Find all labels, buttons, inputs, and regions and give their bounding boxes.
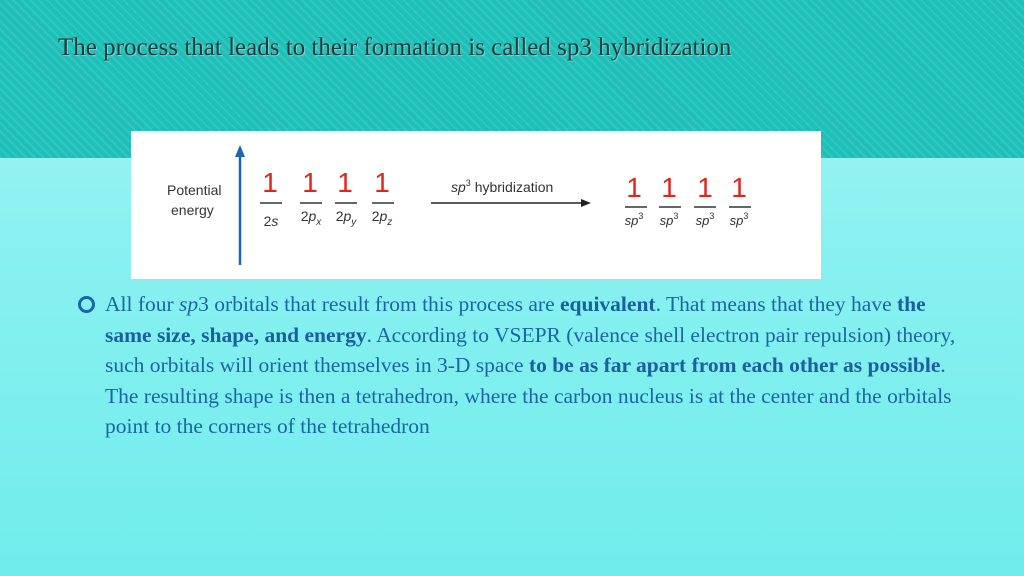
orbital-sp3-1 <box>625 172 647 228</box>
orbital-2py <box>335 167 357 228</box>
orbital-sp3-4 <box>729 172 751 228</box>
bullet-block <box>78 289 958 442</box>
axis-label-energy: energy <box>171 202 214 218</box>
hybridization-diagram <box>131 131 821 279</box>
text-run-bold: the same size, shape, and energy <box>105 292 926 347</box>
text-run: 3 orbitals that result from this process are <box>198 292 560 316</box>
bullet-circle-icon <box>78 296 95 313</box>
electron-arrow: 1 <box>697 172 713 203</box>
hybridization-arrow-label: $sp^3$ hybridization <box>451 178 554 195</box>
electron-arrow: 1 <box>731 172 747 203</box>
orbital-label-2pz: $2p_z$ <box>371 208 393 228</box>
electron-arrow: 1 <box>262 167 278 198</box>
text-run: . According to VSEPR (valence shell electron pair repulsion) theory, such orbitals will orient themselves in 3-D space <box>105 322 956 377</box>
axis-label-potential: Potential <box>167 182 222 198</box>
energy-axis-arrowhead <box>235 145 245 157</box>
energy-diagram-svg <box>131 131 821 279</box>
text-run: All four <box>105 292 180 316</box>
electron-arrow: 1 <box>302 167 318 198</box>
text-run-bold: to be as far apart from each other as possible <box>528 353 941 377</box>
orbital-label-2px: $2p_x$ <box>300 208 322 228</box>
electron-arrow: 1 <box>374 167 390 198</box>
orbital-2px <box>300 167 322 228</box>
electron-arrow: 1 <box>337 167 353 198</box>
orbital-2s <box>260 167 282 229</box>
orbital-label-sp3: $sp^3$ <box>659 211 679 228</box>
orbital-2pz <box>372 167 394 228</box>
slide-title: The process that leads to their formation is called sp3 hybridization <box>58 34 732 61</box>
text-run: . That means that they have <box>655 292 897 316</box>
text-run-italic: sp <box>179 292 199 316</box>
orbital-label-sp3: $sp^3$ <box>624 211 644 228</box>
electron-arrow: 1 <box>661 172 677 203</box>
orbital-sp3-3 <box>694 172 716 228</box>
orbital-label-sp3: $sp^3$ <box>729 211 749 228</box>
text-run: . The resulting shape is then a tetrahedron, where the carbon nucleus is at the center and the orbitals point to the corners of the tetrahedron <box>105 353 952 438</box>
bullet-paragraph <box>105 289 958 442</box>
orbital-label-sp3: $sp^3$ <box>695 211 715 228</box>
orbital-sp3-2 <box>659 172 681 228</box>
orbital-label-2py: $2p_y$ <box>335 208 357 228</box>
orbital-label-2s: 2s <box>263 213 279 229</box>
electron-arrow: 1 <box>626 172 642 203</box>
hybridization-arrowhead <box>581 199 591 207</box>
text-run-bold: equivalent <box>560 292 656 316</box>
